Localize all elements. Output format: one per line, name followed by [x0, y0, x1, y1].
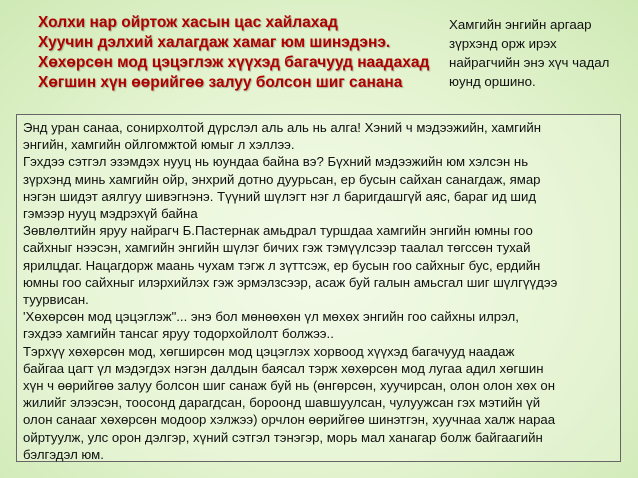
aside-line: зүрхэнд орж ирэх	[449, 36, 557, 51]
body-line: зүрхэнд минь хамгийн ойр, энхрий дотно дуурьсан, ер бусын сайхан санагдаж, ямар	[23, 171, 541, 187]
body-line: 'Хөхөрсөн мод цэцэглэж"... энэ бол мөнөөхөн үл мөхөх энгийн гоо сайхны илрэл,	[23, 309, 519, 325]
poem-line: Хөгшин хүн өөрийгөө залуу болсон шиг санана	[38, 74, 403, 91]
body-line: туурвисан.	[23, 292, 89, 308]
aside-line: юунд оршино.	[449, 74, 536, 89]
poem-line: Хөхөрсөн мод цэцэглэж хүүхэд багачууд наадахад	[38, 54, 430, 71]
body-line: энгийн, хамгийн ойлгомжтой юмыг л хэллээ.	[23, 137, 295, 153]
body-line: хүн ч өөрийгөө залуу болсон шиг санаж буй нь (өнгөрсөн, хуучирсан, олон олон хөх он	[23, 378, 556, 394]
body-line: юмны гоо сайхныг илэрхийлэх гэж эрмэлзсээр, асаж буй галын амьсгал шиг шүлгүүдээ	[23, 274, 558, 290]
body-line: олон санааг хөхөрсөн модоор хэлжээ) орчлон өөрийгөө шинэтгэн, хуучнаа халж нараа	[23, 412, 556, 428]
body-line: бэлгэдэл юм.	[23, 446, 104, 462]
body-line: жилийг элээсэн, тоосонд дарагдсан, бороонд шавшуулсан, чулуужсан гэх мэтийн үй	[23, 395, 541, 411]
body-line: байгаа цагт үл мэдэгдэх нэгэн далдын баясал тэрж хөхөрсөн мод лугаа адил хөгшин	[23, 360, 544, 376]
body-line: Энд уран санаа, сонирхолтой дүрслэл аль аль нь алга! Хэний ч мэдээжийн, хамгийн	[23, 120, 541, 135]
body-line: сайхныг нээсэн, хамгийн энгийн шүлэг бичих гэж тэмүүлсээр таалал төгссөн тухай	[23, 240, 531, 256]
poem-line: Холхи нар ойртож хасын цас хайлахад	[38, 14, 338, 31]
body-line: гэхдээ хамгийн тансаг яруу тодорхойлолт болжээ..	[23, 326, 334, 342]
body-line: ойртуулж, улс орон дэлгэр, хүний сэтгэл тэнэгэр, морь мал ханагар болж байгаагийн	[23, 429, 543, 445]
body-line: нэгэн шидэт аялгуу шивэгнэнэ. Түүний шүлэгт нэг л баригдашгүй аяс, бараг ид шид	[23, 188, 537, 204]
aside-line: найрагчийн энэ хүч чадал	[449, 55, 610, 70]
body-line: ярилцдаг. Нацагдорж маань чухам тэгж л зүттсэж, ер бусын гоо сайхныг бус, ердийн	[23, 257, 541, 273]
body-line: Гэхдээ сэтгэл эзэмдэх нууц нь юундаа байна вэ? Бүхний мэдээжийн юм хэлсэн нь	[23, 154, 529, 170]
aside-note	[449, 15, 631, 91]
body-line: Тэрхүү хөхөрсөн мод, хөгширсөн мод цэцэглэх хорвоод хүүхэд багачууд наадаж	[23, 343, 515, 359]
body-line: гэмээр нууц мэдрэхүй байна	[23, 206, 198, 222]
poem-title	[38, 13, 448, 93]
body-line: Зөвлөлтийн яруу найрагч Б.Пастернак амьдрал туршдаа хамгийн энгийн юмны гоо	[23, 223, 533, 239]
poem-line: Хуучин дэлхий халагдаж хамаг юм шинэдэнэ.	[38, 34, 391, 51]
aside-line: Хамгийн энгийн аргаар	[449, 17, 592, 32]
body-text-box	[16, 114, 621, 462]
